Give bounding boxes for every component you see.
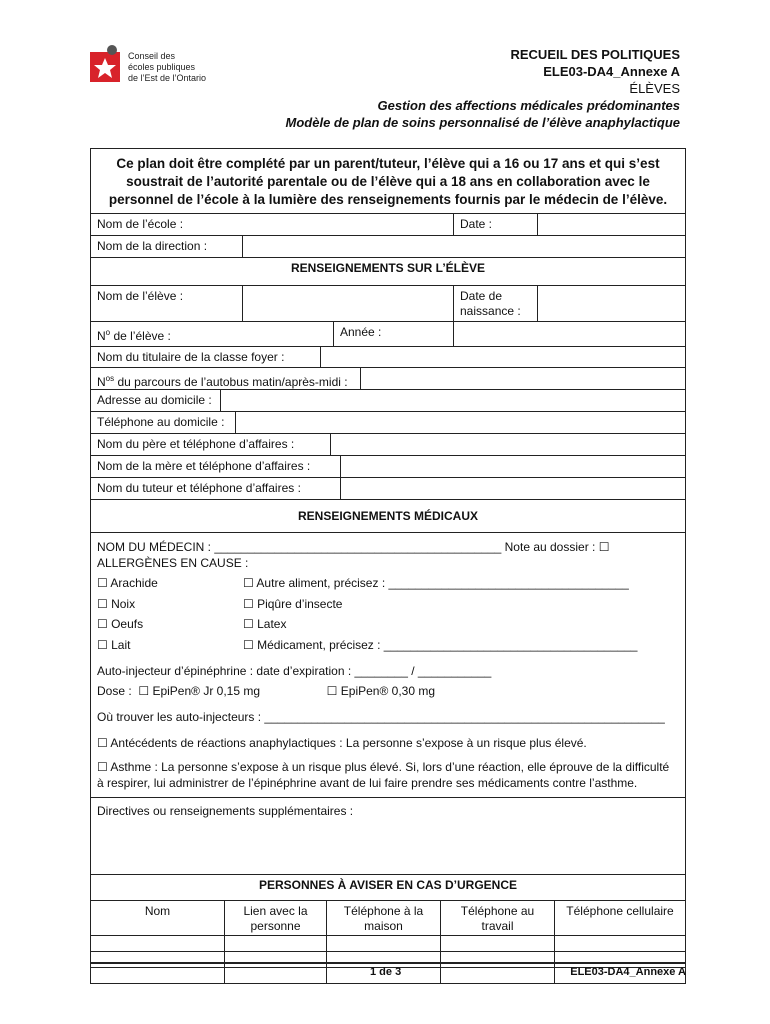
mother-label: Nom de la mère et téléphone d’affaires :: [91, 456, 341, 477]
direction-field[interactable]: [243, 236, 685, 257]
table-cell[interactable]: [91, 968, 225, 983]
mother-field[interactable]: [341, 456, 685, 477]
allergens-label: ALLERGÈNES EN CAUSE :: [97, 556, 249, 570]
history-checkbox[interactable]: ☐ Antécédents de réactions anaphylactiques : La personne s’expose à un risque plus élevé.: [97, 736, 587, 750]
guardian-field[interactable]: [341, 478, 685, 499]
table-cell[interactable]: [91, 952, 225, 967]
table-cell[interactable]: [327, 952, 441, 967]
birth-date-label: Date de naissance :: [454, 286, 538, 321]
directives-field[interactable]: Directives ou renseignements supplémentaires :: [91, 798, 685, 875]
asthma-checkbox[interactable]: ☐ Asthme : La personne s’expose à un risque plus élevé. Si, lors d’une réaction, elle éprouve de la difficulté à respirer, lui administrer de l’épinéphrine avant de lui faire prendre ses médicaments contre l’asthme.: [97, 760, 670, 790]
student-number-field[interactable]: $N^o$ de l’élève :: [91, 322, 334, 346]
footer-reference: ELE03-DA4_Annexe A: [570, 966, 686, 978]
allergen-checkbox[interactable]: ☐ Arachide: [97, 576, 158, 590]
doctor-field[interactable]: NOM DU MÉDECIN : ___________________________________________ Note au dossier : ☐: [97, 540, 610, 554]
student-name-field[interactable]: [243, 286, 454, 321]
emergency-section-title: PERSONNES À AVISER EN CAS D’URGENCE: [258, 878, 518, 892]
student-section-title: RENSEIGNEMENTS SUR L’ÉLÈVE: [290, 261, 486, 275]
school-name-field[interactable]: Nom de l’école :: [91, 214, 454, 235]
table-cell[interactable]: [555, 952, 685, 967]
table-cell[interactable]: [225, 952, 327, 967]
student-name-label: Nom de l’élève :: [91, 286, 243, 321]
logo-text: Conseil des écoles publiques de l’Est de l’Ontario: [128, 51, 207, 83]
table-cell[interactable]: [225, 968, 327, 983]
header-category: ÉLÈVES: [629, 81, 680, 96]
col-relation: Lien avec la personne: [225, 901, 327, 935]
guardian-label: Nom du tuteur et téléphone d’affaires :: [91, 478, 341, 499]
autoinjector-expiry-field[interactable]: Auto-injecteur d’épinéphrine : date d’expiration : ________ / ___________: [97, 664, 492, 678]
header-reference: ELE03-DA4_Annexe A: [543, 64, 680, 79]
allergen-checkbox[interactable]: ☐ Latex: [243, 617, 287, 631]
address-label: Adresse au domicile :: [91, 390, 221, 411]
dose-checkboxes[interactable]: Dose : ☐ EpiPen® Jr 0,15 mg ☐ EpiPen® 0,30 mg: [97, 684, 436, 698]
date-label: Date :: [454, 214, 538, 235]
table-cell[interactable]: [441, 936, 555, 951]
medical-section-title: RENSEIGNEMENTS MÉDICAUX: [297, 509, 479, 523]
header-title: Modèle de plan de soins personnalisé de l’élève anaphylactique: [285, 115, 680, 130]
header-subject: Gestion des affections médicales prédominantes: [377, 98, 680, 113]
page-number: 1 de 3: [370, 966, 402, 978]
document-header: [286, 46, 680, 131]
table-cell[interactable]: [327, 936, 441, 951]
medical-info: [91, 533, 685, 798]
date-field[interactable]: [538, 214, 685, 235]
table-cell[interactable]: [555, 936, 685, 951]
year-field[interactable]: Année :: [334, 322, 454, 346]
logo: [88, 44, 238, 88]
table-cell[interactable]: [441, 952, 555, 967]
phone-label: Téléphone au domicile :: [91, 412, 236, 433]
col-name: Nom: [91, 901, 225, 935]
birth-date-field[interactable]: [538, 286, 685, 321]
col-work-phone: Téléphone au travail: [441, 901, 555, 935]
footer: [90, 962, 686, 978]
bus-label: $N^{os}$ du parcours de l’autobus matin/après-midi :: [91, 368, 361, 389]
bus-field[interactable]: [361, 368, 685, 389]
father-label: Nom du père et téléphone d’affaires :: [91, 434, 331, 455]
address-field[interactable]: [221, 390, 685, 411]
col-cell-phone: Téléphone cellulaire: [566, 904, 674, 918]
autoinjector-location-field[interactable]: Où trouver les auto-injecteurs : ____________________________________________________________: [97, 710, 665, 724]
allergen-checkbox[interactable]: ☐ Oeufs: [97, 617, 144, 631]
allergen-checkbox[interactable]: ☐ Noix: [97, 596, 136, 611]
logo-icon: [88, 44, 124, 84]
intro-text: Ce plan doit être complété par un parent/tuteur, l’élève qui a 16 ou 17 ans et qui s’est soustrait de l’autorité parentale ou de l’élève qui a 18 ans en collaboration avec le personnel de l’école à la lumière des renseignements fournis par le médecin de l’élève.: [91, 149, 685, 214]
allergen-checkbox[interactable]: ☐ Médicament, précisez : ______________________________________: [243, 637, 638, 652]
care-plan-form: [90, 148, 686, 984]
table-cell[interactable]: [91, 936, 225, 951]
year-blank[interactable]: [454, 322, 685, 346]
allergen-checkbox[interactable]: ☐ Piqûre d’insecte: [243, 596, 343, 611]
col-home-phone: Téléphone à la maison: [327, 901, 441, 935]
allergen-checkbox[interactable]: ☐ Lait: [97, 637, 131, 652]
homeroom-field[interactable]: [321, 347, 685, 367]
phone-field[interactable]: [236, 412, 685, 433]
table-cell[interactable]: [225, 936, 327, 951]
homeroom-label: Nom du titulaire de la classe foyer :: [91, 347, 321, 367]
table-cell[interactable]: [441, 968, 555, 983]
direction-label: Nom de la direction :: [91, 236, 243, 257]
header-collection: RECUEIL DES POLITIQUES: [510, 47, 680, 62]
allergen-checkbox[interactable]: ☐ Autre aliment, précisez : ____________________________________: [243, 576, 629, 590]
father-field[interactable]: [331, 434, 685, 455]
